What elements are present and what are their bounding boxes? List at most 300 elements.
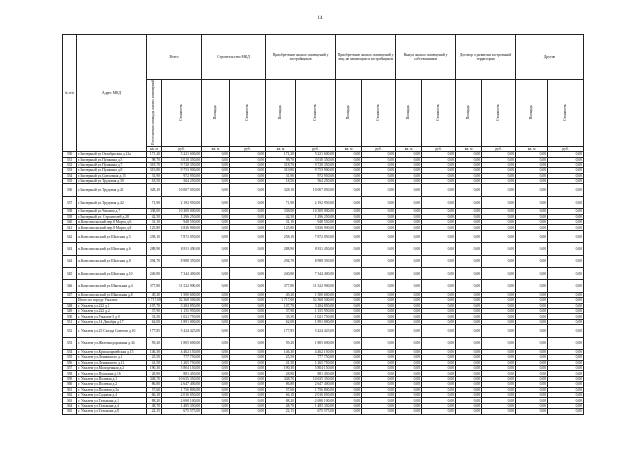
developer-cost: 1 756 800,00 bbox=[296, 387, 336, 392]
other-area: 0,00 bbox=[516, 337, 548, 349]
total-cost: 881 450,00 bbox=[162, 371, 202, 376]
buyout-cost: 0,00 bbox=[422, 280, 456, 292]
row-number: 357 bbox=[63, 366, 77, 371]
developer-cost: 9 753 900,00 bbox=[296, 168, 336, 173]
buyout-area: 0,00 bbox=[396, 403, 422, 408]
developer-cost: 1 805 600,00 bbox=[296, 337, 336, 349]
construction-area: 0,00 bbox=[202, 403, 230, 408]
other-cost: 0,00 bbox=[548, 403, 584, 408]
other-cost: 0,00 bbox=[548, 303, 584, 308]
nondeveloper-area: 0,00 bbox=[336, 220, 362, 225]
developer-area: 86,80 bbox=[266, 382, 296, 387]
developer-area: 25,50 bbox=[266, 355, 296, 360]
subheader-settled-area: Расселяемая площадь жилых помещений bbox=[147, 80, 162, 147]
total-cost: 10 635 350,00 bbox=[162, 376, 202, 381]
developer-area: 18,50 bbox=[266, 179, 296, 184]
row-address: г.Заозерный ул.Трудовая д.41 bbox=[77, 184, 147, 196]
row-number: 361 bbox=[63, 387, 77, 392]
construction-area: 0,00 bbox=[202, 209, 230, 214]
contract-cost: 0,00 bbox=[482, 349, 516, 354]
nondeveloper-cost: 0,00 bbox=[362, 382, 396, 387]
developer-cost: 10 635 350,00 bbox=[296, 376, 336, 381]
construction-area: 0,00 bbox=[202, 387, 230, 392]
developer-area: 328,10 bbox=[266, 184, 296, 196]
row-address: г.Заозерный ул.Трудовая д.42 bbox=[77, 196, 147, 208]
buyout-cost: 0,00 bbox=[422, 360, 456, 365]
developer-area: 42,50 bbox=[266, 214, 296, 219]
col-construction-header: Строительство МКД bbox=[202, 35, 266, 80]
row-address: г.Заозерный ул.Пушкина д.5 bbox=[77, 157, 147, 162]
construction-area: 0,00 bbox=[202, 184, 230, 196]
nondeveloper-cost: 0,00 bbox=[362, 173, 396, 178]
other-area: 0,00 bbox=[516, 387, 548, 392]
developer-cost: 675 575,00 bbox=[296, 409, 336, 414]
row-number: 360 bbox=[63, 382, 77, 387]
buyout-cost: 0,00 bbox=[422, 196, 456, 208]
developer-area: 33,50 bbox=[266, 314, 296, 319]
nondeveloper-cost: 0,00 bbox=[362, 366, 396, 371]
construction-cost: 0,00 bbox=[230, 243, 266, 255]
contract-area: 0,00 bbox=[456, 325, 482, 337]
other-area: 0,00 bbox=[516, 255, 548, 267]
total-area: 71,90 bbox=[147, 196, 162, 208]
other-cost: 0,00 bbox=[548, 220, 584, 225]
contract-area: 0,00 bbox=[456, 267, 482, 279]
contract-area: 0,00 bbox=[456, 173, 482, 178]
total-cost: 1 891 000,00 bbox=[162, 319, 202, 324]
nondeveloper-cost: 0,00 bbox=[362, 243, 396, 255]
total-area: 48,70 bbox=[147, 403, 162, 408]
developer-cost: 2 647 400,00 bbox=[296, 382, 336, 387]
subheader-cost: Стоимость bbox=[422, 80, 456, 147]
buyout-cost: 0,00 bbox=[422, 349, 456, 354]
nondeveloper-cost: 0,00 bbox=[362, 292, 396, 297]
nondeveloper-area: 0,00 bbox=[336, 371, 362, 376]
total-cost: 1 021 750,00 bbox=[162, 314, 202, 319]
buyout-cost: 0,00 bbox=[422, 225, 456, 230]
col-number-header: № п/п bbox=[63, 35, 77, 152]
subheader-cost: Стоимость bbox=[162, 80, 202, 147]
subheader-area: Площадь bbox=[516, 80, 548, 147]
construction-cost: 0,00 bbox=[230, 173, 266, 178]
other-cost: 0,00 bbox=[548, 308, 584, 313]
construction-area: 0,00 bbox=[202, 355, 230, 360]
total-cost: 52 368 500,00 bbox=[162, 298, 202, 303]
total-cost: 1 805 600,00 bbox=[162, 337, 202, 349]
nondeveloper-cost: 0,00 bbox=[362, 267, 396, 279]
developer-area: 66,10 bbox=[266, 393, 296, 398]
other-cost: 0,00 bbox=[548, 162, 584, 167]
contract-cost: 0,00 bbox=[482, 220, 516, 225]
page-number: 14 bbox=[317, 16, 323, 21]
nondeveloper-cost: 0,00 bbox=[362, 280, 396, 292]
developer-cost: 3 284 850,00 bbox=[296, 303, 336, 308]
contract-cost: 0,00 bbox=[482, 403, 516, 408]
other-cost: 0,00 bbox=[548, 214, 584, 219]
row-address: г. Ужалем ул.Полевая д.1 bbox=[77, 376, 147, 381]
total-area: 146,30 bbox=[147, 349, 162, 354]
buyout-cost: 0,00 bbox=[422, 409, 456, 414]
developer-area: 1 717,00 bbox=[266, 298, 296, 303]
developer-cost: 7 344 400,00 bbox=[296, 267, 336, 279]
total-area: 338,00 bbox=[147, 209, 162, 214]
col-acq-developer-header: Приобретение жилых помещений у застройщиков bbox=[266, 35, 336, 80]
contract-cost: 0,00 bbox=[482, 255, 516, 267]
construction-cost: 0,00 bbox=[230, 168, 266, 173]
table-row bbox=[63, 325, 584, 337]
developer-area: 28,90 bbox=[266, 371, 296, 376]
contract-area: 0,00 bbox=[456, 184, 482, 196]
row-address: п.Комсомольский ул.Школьная д.4 bbox=[77, 280, 147, 292]
other-area: 0,00 bbox=[516, 303, 548, 308]
total-area: 288,90 bbox=[147, 243, 162, 255]
total-area: 59,20 bbox=[147, 337, 162, 349]
nondeveloper-cost: 0,00 bbox=[362, 360, 396, 365]
buyout-area: 0,00 bbox=[396, 157, 422, 162]
col-contract-header: Договор о развитии застроенной территории bbox=[456, 35, 516, 80]
developer-cost: 10 007 050,00 bbox=[296, 184, 336, 196]
contract-area: 0,00 bbox=[456, 308, 482, 313]
other-cost: 0,00 bbox=[548, 409, 584, 414]
total-cost: 1 155 950,00 bbox=[162, 308, 202, 313]
table-row bbox=[63, 255, 584, 267]
contract-area: 0,00 bbox=[456, 387, 482, 392]
buyout-cost: 0,00 bbox=[422, 179, 456, 184]
nondeveloper-cost: 0,00 bbox=[362, 225, 396, 230]
other-cost: 0,00 bbox=[548, 349, 584, 354]
total-cost: 3 284 850,00 bbox=[162, 303, 202, 308]
nondeveloper-area: 0,00 bbox=[336, 393, 362, 398]
row-address: г.Заозерный ул. Строителей д.28 bbox=[77, 214, 147, 219]
other-cost: 0,00 bbox=[548, 337, 584, 349]
nondeveloper-cost: 0,00 bbox=[362, 214, 396, 219]
row-number: 353 bbox=[63, 337, 77, 349]
other-cost: 0,00 bbox=[548, 387, 584, 392]
subheader-area: Площадь bbox=[266, 80, 296, 147]
total-area: 98,70 bbox=[147, 157, 162, 162]
nondeveloper-cost: 0,00 bbox=[362, 196, 396, 208]
construction-area: 0,00 bbox=[202, 243, 230, 255]
developer-cost: 10 309 000,00 bbox=[296, 209, 336, 214]
developer-area: 171,20 bbox=[266, 152, 296, 157]
unit-sqm: кв. м bbox=[516, 146, 548, 151]
developer-area: 22,15 bbox=[266, 409, 296, 414]
row-address: Итого по городу Ужалем: bbox=[77, 298, 147, 303]
construction-area: 0,00 bbox=[202, 280, 230, 292]
other-cost: 0,00 bbox=[548, 382, 584, 387]
other-cost: 0,00 bbox=[548, 325, 584, 337]
table-row bbox=[63, 337, 584, 349]
construction-cost: 0,00 bbox=[230, 409, 266, 414]
other-area: 0,00 bbox=[516, 214, 548, 219]
contract-cost: 0,00 bbox=[482, 355, 516, 360]
buyout-area: 0,00 bbox=[396, 349, 422, 354]
unit-sqm: кв. м bbox=[266, 146, 296, 151]
construction-cost: 0,00 bbox=[230, 376, 266, 381]
nondeveloper-area: 0,00 bbox=[336, 196, 362, 208]
contract-area: 0,00 bbox=[456, 209, 482, 214]
total-cost: 5 424 425,00 bbox=[162, 325, 202, 337]
construction-area: 0,00 bbox=[202, 360, 230, 365]
developer-cost: 5 221 600,00 bbox=[296, 152, 336, 157]
developer-cost: 1 891 000,00 bbox=[296, 319, 336, 324]
buyout-area: 0,00 bbox=[396, 325, 422, 337]
nondeveloper-area: 0,00 bbox=[336, 267, 362, 279]
total-cost: 4 462 150,00 bbox=[162, 349, 202, 354]
total-cost: 1 296 250,00 bbox=[162, 214, 202, 219]
nondeveloper-cost: 0,00 bbox=[362, 162, 396, 167]
buyout-area: 0,00 bbox=[396, 243, 422, 255]
row-address: п.Комсомольский ул.Шахтная д.8 bbox=[77, 255, 147, 267]
contract-area: 0,00 bbox=[456, 225, 482, 230]
contract-area: 0,00 bbox=[456, 179, 482, 184]
other-area: 0,00 bbox=[516, 308, 548, 313]
nondeveloper-cost: 0,00 bbox=[362, 314, 396, 319]
buyout-area: 0,00 bbox=[396, 409, 422, 414]
other-area: 0,00 bbox=[516, 376, 548, 381]
buyout-cost: 0,00 bbox=[422, 308, 456, 313]
developer-cost: 3 010 350,00 bbox=[296, 157, 336, 162]
contract-cost: 0,00 bbox=[482, 376, 516, 381]
total-cost: 1 500 600,00 bbox=[162, 292, 202, 297]
construction-area: 0,00 bbox=[202, 349, 230, 354]
table-row bbox=[63, 196, 584, 208]
row-address: г. Ужалем ул.Ленинского д.1 bbox=[77, 355, 147, 360]
developer-area: 49,20 bbox=[266, 292, 296, 297]
row-number: 332 bbox=[63, 162, 77, 167]
other-area: 0,00 bbox=[516, 162, 548, 167]
developer-area: 190,30 bbox=[266, 366, 296, 371]
contract-cost: 0,00 bbox=[482, 168, 516, 173]
buyout-area: 0,00 bbox=[396, 230, 422, 242]
contract-area: 0,00 bbox=[456, 162, 482, 167]
other-area: 0,00 bbox=[516, 314, 548, 319]
other-area: 0,00 bbox=[516, 209, 548, 214]
contract-area: 0,00 bbox=[456, 298, 482, 303]
buyout-cost: 0,00 bbox=[422, 152, 456, 157]
row-address: г. Ужалем ул.Полевая д.2 bbox=[77, 382, 147, 387]
nondeveloper-area: 0,00 bbox=[336, 173, 362, 178]
contract-cost: 0,00 bbox=[482, 387, 516, 392]
unit-rub: руб. bbox=[362, 146, 396, 151]
row-address: г. Ужалем ул.Красноармейская д.15 bbox=[77, 349, 147, 354]
buyout-area: 0,00 bbox=[396, 184, 422, 196]
construction-area: 0,00 bbox=[202, 303, 230, 308]
nondeveloper-cost: 0,00 bbox=[362, 393, 396, 398]
row-address: п.Комсомольский ул.Шахтная д.5 bbox=[77, 230, 147, 242]
col-buyout-header: Выкуп жилых помещений у собственников bbox=[396, 35, 456, 80]
total-area: 33,50 bbox=[147, 314, 162, 319]
total-area: 171,20 bbox=[147, 152, 162, 157]
row-address: г. Ужалем ул.Садовая д.4 bbox=[77, 393, 147, 398]
construction-cost: 0,00 bbox=[230, 214, 266, 219]
total-area: 377,80 bbox=[147, 280, 162, 292]
buyout-area: 0,00 bbox=[396, 152, 422, 157]
buyout-area: 0,00 bbox=[396, 292, 422, 297]
construction-cost: 0,00 bbox=[230, 403, 266, 408]
developer-area: 377,80 bbox=[266, 280, 296, 292]
buyout-cost: 0,00 bbox=[422, 382, 456, 387]
nondeveloper-area: 0,00 bbox=[336, 387, 362, 392]
construction-area: 0,00 bbox=[202, 157, 230, 162]
other-cost: 0,00 bbox=[548, 209, 584, 214]
nondeveloper-area: 0,00 bbox=[336, 292, 362, 297]
developer-cost: 52 368 500,00 bbox=[296, 298, 336, 303]
subheader-area: Площадь bbox=[456, 80, 482, 147]
buyout-cost: 0,00 bbox=[422, 355, 456, 360]
construction-area: 0,00 bbox=[202, 267, 230, 279]
row-address: г. Ужалем ул.Ленинского д.11 bbox=[77, 360, 147, 365]
unit-rub: руб. bbox=[296, 146, 336, 151]
buyout-cost: 0,00 bbox=[422, 230, 456, 242]
contract-cost: 0,00 bbox=[482, 382, 516, 387]
contract-cost: 0,00 bbox=[482, 152, 516, 157]
total-area: 125,80 bbox=[147, 225, 162, 230]
nondeveloper-area: 0,00 bbox=[336, 209, 362, 214]
contract-cost: 0,00 bbox=[482, 325, 516, 337]
buyout-area: 0,00 bbox=[396, 382, 422, 387]
total-area: 31,10 bbox=[147, 220, 162, 225]
nondeveloper-area: 0,00 bbox=[336, 360, 362, 365]
developer-cost: 564 250,00 bbox=[296, 179, 336, 184]
buyout-cost: 0,00 bbox=[422, 214, 456, 219]
buyout-area: 0,00 bbox=[396, 314, 422, 319]
row-number: 347 bbox=[63, 292, 77, 297]
other-cost: 0,00 bbox=[548, 152, 584, 157]
developer-cost: 9 720 350,00 bbox=[296, 162, 336, 167]
other-area: 0,00 bbox=[516, 225, 548, 230]
contract-cost: 0,00 bbox=[482, 267, 516, 279]
buyout-cost: 0,00 bbox=[422, 314, 456, 319]
nondeveloper-cost: 0,00 bbox=[362, 371, 396, 376]
nondeveloper-area: 0,00 bbox=[336, 303, 362, 308]
total-cost: 1 485 350,00 bbox=[162, 403, 202, 408]
other-cost: 0,00 bbox=[548, 319, 584, 324]
contract-cost: 0,00 bbox=[482, 214, 516, 219]
contract-area: 0,00 bbox=[456, 360, 482, 365]
buyout-cost: 0,00 bbox=[422, 292, 456, 297]
total-area: 28,90 bbox=[147, 371, 162, 376]
total-cost: 7 344 400,00 bbox=[162, 267, 202, 279]
construction-cost: 0,00 bbox=[230, 230, 266, 242]
total-area: 177,85 bbox=[147, 325, 162, 337]
nondeveloper-area: 0,00 bbox=[336, 162, 362, 167]
buyout-cost: 0,00 bbox=[422, 325, 456, 337]
row-number: 358 bbox=[63, 371, 77, 376]
developer-area: 48,70 bbox=[266, 403, 296, 408]
construction-cost: 0,00 bbox=[230, 220, 266, 225]
row-number: 351 bbox=[63, 319, 77, 324]
other-cost: 0,00 bbox=[548, 255, 584, 267]
developer-area: 71,90 bbox=[266, 196, 296, 208]
buyout-area: 0,00 bbox=[396, 209, 422, 214]
total-cost: 11 522 900,00 bbox=[162, 280, 202, 292]
nondeveloper-area: 0,00 bbox=[336, 314, 362, 319]
developer-cost: 1 485 350,00 bbox=[296, 403, 336, 408]
buyout-cost: 0,00 bbox=[422, 168, 456, 173]
row-number: 364 bbox=[63, 403, 77, 408]
contract-cost: 0,00 bbox=[482, 314, 516, 319]
row-address: г.Заозерный ул.Пушкина д.7 bbox=[77, 162, 147, 167]
developer-area: 41,50 bbox=[266, 360, 296, 365]
row-number: 362 bbox=[63, 393, 77, 398]
developer-area: 318,70 bbox=[266, 162, 296, 167]
other-area: 0,00 bbox=[516, 220, 548, 225]
nondeveloper-cost: 0,00 bbox=[362, 387, 396, 392]
total-area: 319,80 bbox=[147, 168, 162, 173]
total-area: 86,80 bbox=[147, 382, 162, 387]
construction-cost: 0,00 bbox=[230, 337, 266, 349]
contract-area: 0,00 bbox=[456, 157, 482, 162]
total-area: 42,50 bbox=[147, 214, 162, 219]
nondeveloper-area: 0,00 bbox=[336, 403, 362, 408]
contract-cost: 0,00 bbox=[482, 184, 516, 196]
nondeveloper-area: 0,00 bbox=[336, 319, 362, 324]
developer-area: 31,90 bbox=[266, 173, 296, 178]
contract-area: 0,00 bbox=[456, 366, 482, 371]
construction-cost: 0,00 bbox=[230, 303, 266, 308]
nondeveloper-area: 0,00 bbox=[336, 355, 362, 360]
contract-cost: 0,00 bbox=[482, 366, 516, 371]
buyout-area: 0,00 bbox=[396, 319, 422, 324]
construction-area: 0,00 bbox=[202, 314, 230, 319]
construction-cost: 0,00 bbox=[230, 314, 266, 319]
nondeveloper-area: 0,00 bbox=[336, 179, 362, 184]
construction-cost: 0,00 bbox=[230, 267, 266, 279]
unit-rub: руб. bbox=[482, 146, 516, 151]
other-area: 0,00 bbox=[516, 382, 548, 387]
total-area: 49,20 bbox=[147, 292, 162, 297]
buyout-cost: 0,00 bbox=[422, 371, 456, 376]
contract-cost: 0,00 bbox=[482, 409, 516, 414]
total-cost: 9 753 900,00 bbox=[162, 168, 202, 173]
row-number: 342 bbox=[63, 230, 77, 242]
other-cost: 0,00 bbox=[548, 168, 584, 173]
contract-area: 0,00 bbox=[456, 349, 482, 354]
buyout-cost: 0,00 bbox=[422, 298, 456, 303]
nondeveloper-cost: 0,00 bbox=[362, 298, 396, 303]
other-cost: 0,00 bbox=[548, 360, 584, 365]
developer-cost: 972 950,00 bbox=[296, 173, 336, 178]
nondeveloper-cost: 0,00 bbox=[362, 319, 396, 324]
nondeveloper-area: 0,00 bbox=[336, 382, 362, 387]
total-area: 348,70 bbox=[147, 376, 162, 381]
row-address: г. Ужалем ул.14 Декабря д.17 bbox=[77, 319, 147, 324]
row-number: 356 bbox=[63, 360, 77, 365]
buyout-area: 0,00 bbox=[396, 360, 422, 365]
contract-cost: 0,00 bbox=[482, 303, 516, 308]
total-cost: 9 720 350,00 bbox=[162, 162, 202, 167]
unit-sqm: кв. м bbox=[147, 146, 162, 151]
contract-area: 0,00 bbox=[456, 393, 482, 398]
construction-cost: 0,00 bbox=[230, 398, 266, 403]
row-number: 337 bbox=[63, 196, 77, 208]
other-cost: 0,00 bbox=[548, 292, 584, 297]
construction-area: 0,00 bbox=[202, 319, 230, 324]
nondeveloper-area: 0,00 bbox=[336, 376, 362, 381]
nondeveloper-area: 0,00 bbox=[336, 230, 362, 242]
developer-cost: 948 550,00 bbox=[296, 220, 336, 225]
total-area: 190,30 bbox=[147, 366, 162, 371]
nondeveloper-cost: 0,00 bbox=[362, 168, 396, 173]
construction-cost: 0,00 bbox=[230, 393, 266, 398]
other-area: 0,00 bbox=[516, 230, 548, 242]
total-area: 1 717,00 bbox=[148, 298, 161, 303]
developer-cost: 881 450,00 bbox=[296, 371, 336, 376]
contract-cost: 0,00 bbox=[482, 292, 516, 297]
contract-area: 0,00 bbox=[456, 168, 482, 173]
nondeveloper-area: 0,00 bbox=[336, 409, 362, 414]
